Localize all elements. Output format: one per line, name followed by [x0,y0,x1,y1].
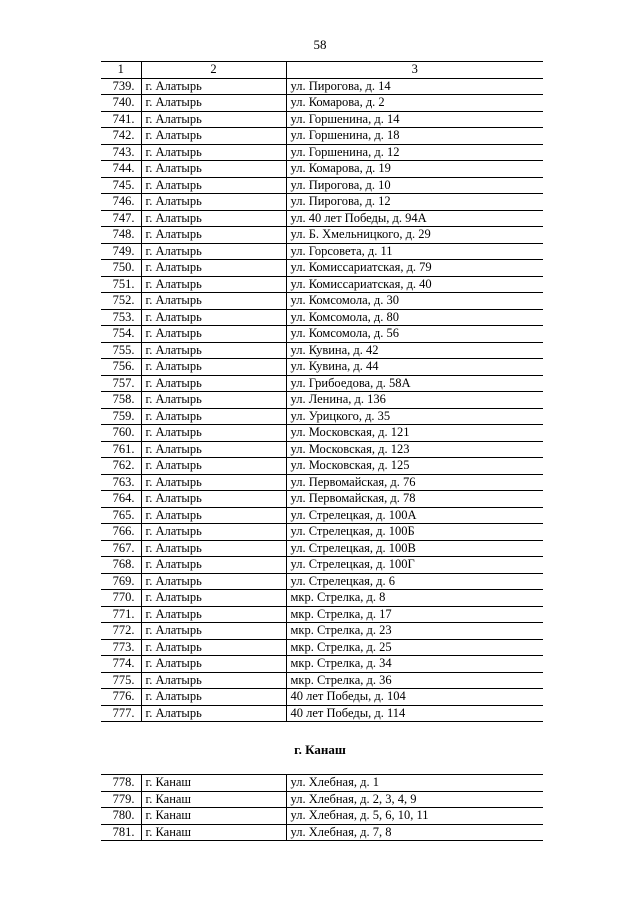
row-address: ул. Комиссариатская, д. 40 [286,276,543,293]
table-header-row [101,62,543,79]
table-row [101,458,543,475]
table-row [101,672,543,689]
header-cell-city: 2 [141,62,286,79]
row-address: ул. Стрелецкая, д. 100Б [286,524,543,541]
row-address: мкр. Стрелка, д. 8 [286,590,543,607]
row-number: 778. [101,775,141,792]
row-number: 739. [101,78,141,95]
row-address: ул. Хлебная, д. 1 [286,775,543,792]
row-address: 40 лет Победы, д. 104 [286,689,543,706]
row-city: г. Алатырь [141,342,286,359]
row-city: г. Алатырь [141,95,286,112]
table-row [101,791,543,808]
row-number: 770. [101,590,141,607]
row-city: г. Алатырь [141,309,286,326]
table-row [101,474,543,491]
table-row [101,161,543,178]
table-row [101,210,543,227]
row-address: ул. Комсомола, д. 80 [286,309,543,326]
table-row [101,491,543,508]
table-row [101,227,543,244]
row-number: 747. [101,210,141,227]
row-city: г. Алатырь [141,590,286,607]
row-address: ул. Московская, д. 121 [286,425,543,442]
row-city: г. Алатырь [141,507,286,524]
row-address: мкр. Стрелка, д. 36 [286,672,543,689]
row-city: г. Алатырь [141,606,286,623]
row-city: г. Алатырь [141,491,286,508]
row-address: ул. Пирогова, д. 14 [286,78,543,95]
row-address: ул. Ленина, д. 136 [286,392,543,409]
row-number: 779. [101,791,141,808]
row-city: г. Алатырь [141,392,286,409]
row-address: мкр. Стрелка, д. 23 [286,623,543,640]
row-address: ул. Горшенина, д. 14 [286,111,543,128]
row-number: 755. [101,342,141,359]
row-number: 753. [101,309,141,326]
table-row [101,128,543,145]
row-city: г. Канаш [141,775,286,792]
table-row [101,111,543,128]
row-address: ул. Стрелецкая, д. 100А [286,507,543,524]
table-row [101,260,543,277]
table-row [101,177,543,194]
row-address: 40 лет Победы, д. 114 [286,705,543,722]
table-row [101,590,543,607]
row-number: 763. [101,474,141,491]
row-address: ул. Комсомола, д. 56 [286,326,543,343]
table-row [101,573,543,590]
kanash-addresses-table [101,774,543,841]
table-row [101,540,543,557]
row-city: г. Алатырь [141,326,286,343]
table-row [101,194,543,211]
row-number: 751. [101,276,141,293]
row-address: ул. Урицкого, д. 35 [286,408,543,425]
row-city: г. Канаш [141,808,286,825]
row-number: 748. [101,227,141,244]
table-row [101,441,543,458]
row-address: ул. 40 лет Победы, д. 94А [286,210,543,227]
row-address: ул. Первомайская, д. 78 [286,491,543,508]
row-address: ул. Стрелецкая, д. 6 [286,573,543,590]
row-city: г. Алатырь [141,573,286,590]
table-row [101,808,543,825]
section-title-kanash: г. Канаш [294,742,346,757]
table-row [101,623,543,640]
table-row [101,507,543,524]
row-city: г. Алатырь [141,128,286,145]
row-number: 749. [101,243,141,260]
row-number: 760. [101,425,141,442]
row-city: г. Алатырь [141,177,286,194]
table-row [101,775,543,792]
row-number: 743. [101,144,141,161]
row-number: 765. [101,507,141,524]
row-number: 742. [101,128,141,145]
row-number: 754. [101,326,141,343]
row-address: ул. Комарова, д. 2 [286,95,543,112]
table-row [101,243,543,260]
row-number: 773. [101,639,141,656]
row-number: 769. [101,573,141,590]
table-row [101,144,543,161]
row-number: 777. [101,705,141,722]
row-number: 771. [101,606,141,623]
table-row [101,276,543,293]
addresses-table [101,61,543,722]
table-row [101,392,543,409]
row-city: г. Алатырь [141,293,286,310]
row-city: г. Канаш [141,791,286,808]
row-number: 764. [101,491,141,508]
row-number: 750. [101,260,141,277]
row-number: 772. [101,623,141,640]
row-address: ул. Кувина, д. 42 [286,342,543,359]
table-row [101,309,543,326]
row-address: ул. Горшенина, д. 18 [286,128,543,145]
row-city: г. Алатырь [141,144,286,161]
table-row [101,606,543,623]
row-address: ул. Пирогова, д. 10 [286,177,543,194]
row-address: ул. Комсомола, д. 30 [286,293,543,310]
row-address: ул. Стрелецкая, д. 100В [286,540,543,557]
table-row [101,524,543,541]
row-number: 766. [101,524,141,541]
row-address: ул. Комиссариатская, д. 79 [286,260,543,277]
row-city: г. Алатырь [141,689,286,706]
row-number: 758. [101,392,141,409]
table-row [101,342,543,359]
table-row [101,293,543,310]
row-address: мкр. Стрелка, д. 34 [286,656,543,673]
row-city: г. Алатырь [141,111,286,128]
row-city: г. Алатырь [141,78,286,95]
row-number: 776. [101,689,141,706]
row-number: 774. [101,656,141,673]
row-city: г. Алатырь [141,623,286,640]
table-row [101,656,543,673]
row-number: 752. [101,293,141,310]
row-city: г. Алатырь [141,359,286,376]
row-city: г. Алатырь [141,408,286,425]
row-city: г. Алатырь [141,458,286,475]
row-address: ул. Горсовета, д. 11 [286,243,543,260]
table-row [101,326,543,343]
row-city: г. Канаш [141,824,286,841]
row-address: мкр. Стрелка, д. 25 [286,639,543,656]
row-address: ул. Пирогова, д. 12 [286,194,543,211]
page-number: 58 [313,37,327,52]
row-address: ул. Хлебная, д. 2, 3, 4, 9 [286,791,543,808]
row-city: г. Алатырь [141,161,286,178]
row-number: 775. [101,672,141,689]
row-number: 756. [101,359,141,376]
row-city: г. Алатырь [141,656,286,673]
row-address: ул. Горшенина, д. 12 [286,144,543,161]
row-city: г. Алатырь [141,210,286,227]
row-address: ул. Кувина, д. 44 [286,359,543,376]
row-number: 741. [101,111,141,128]
row-address: ул. Грибоедова, д. 58А [286,375,543,392]
row-number: 762. [101,458,141,475]
row-address: мкр. Стрелка, д. 17 [286,606,543,623]
table-row [101,78,543,95]
row-address: ул. Стрелецкая, д. 100Г [286,557,543,574]
row-number: 745. [101,177,141,194]
row-address: ул. Хлебная, д. 7, 8 [286,824,543,841]
row-number: 781. [101,824,141,841]
table-row [101,639,543,656]
row-address: ул. Московская, д. 123 [286,441,543,458]
row-address: ул. Хлебная, д. 5, 6, 10, 11 [286,808,543,825]
header-cell-number: 1 [101,62,141,79]
row-city: г. Алатырь [141,672,286,689]
row-number: 780. [101,808,141,825]
row-city: г. Алатырь [141,557,286,574]
table-row [101,408,543,425]
row-address: ул. Б. Хмельницкого, д. 29 [286,227,543,244]
row-city: г. Алатырь [141,441,286,458]
row-address: ул. Московская, д. 125 [286,458,543,475]
row-number: 744. [101,161,141,178]
table-row [101,705,543,722]
row-address: ул. Первомайская, д. 76 [286,474,543,491]
table-row [101,689,543,706]
table-row [101,359,543,376]
row-city: г. Алатырь [141,425,286,442]
header-cell-address: 3 [286,62,543,79]
row-city: г. Алатырь [141,227,286,244]
row-city: г. Алатырь [141,243,286,260]
row-city: г. Алатырь [141,194,286,211]
row-number: 768. [101,557,141,574]
row-number: 759. [101,408,141,425]
row-city: г. Алатырь [141,524,286,541]
row-city: г. Алатырь [141,705,286,722]
table-row [101,557,543,574]
row-city: г. Алатырь [141,260,286,277]
row-city: г. Алатырь [141,474,286,491]
row-city: г. Алатырь [141,540,286,557]
row-number: 767. [101,540,141,557]
row-number: 740. [101,95,141,112]
row-address: ул. Комарова, д. 19 [286,161,543,178]
row-city: г. Алатырь [141,375,286,392]
row-number: 761. [101,441,141,458]
table-row [101,375,543,392]
table-row [101,425,543,442]
row-city: г. Алатырь [141,276,286,293]
table-row [101,824,543,841]
row-number: 746. [101,194,141,211]
row-city: г. Алатырь [141,639,286,656]
table-row [101,95,543,112]
row-number: 757. [101,375,141,392]
